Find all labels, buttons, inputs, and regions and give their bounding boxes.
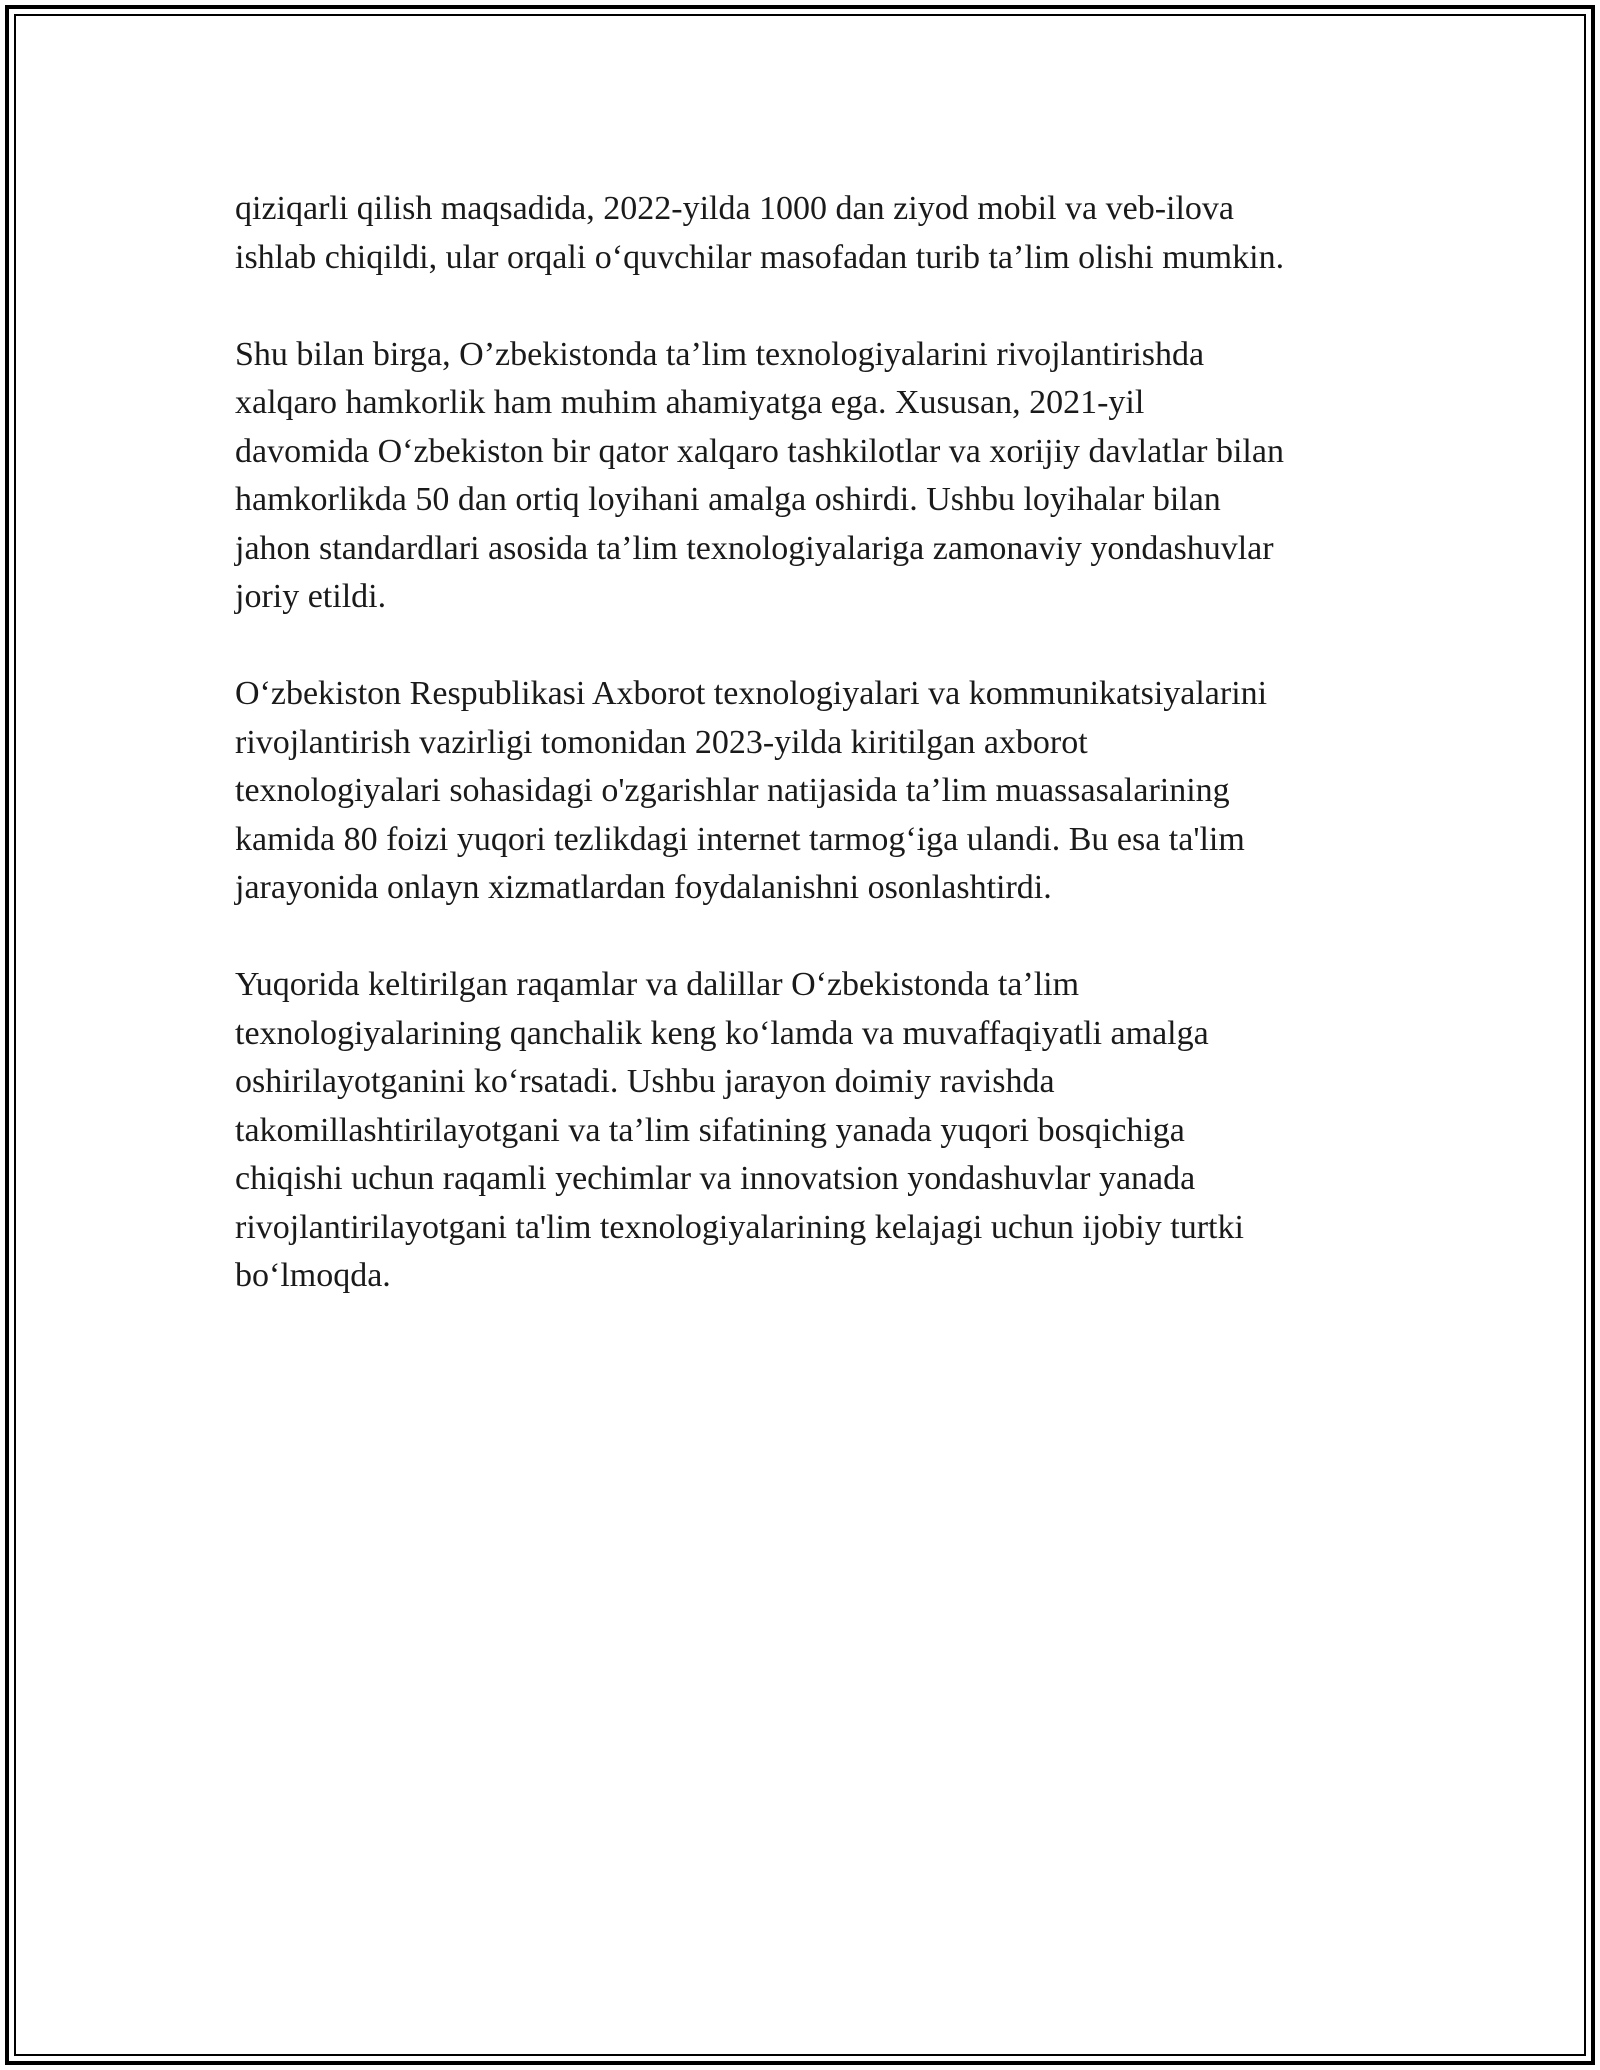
text-line: qiziqarli qilish maqsadida, 2022-yilda 1000 dan ziyod mobil va veb-ilova bbox=[235, 190, 1235, 227]
text-line: chiqishi uchun raqamli yechimlar va innovatsion yondashuvlar yanada bbox=[235, 1160, 1196, 1197]
text-line: Yuqorida keltirilgan raqamlar va dalillar O‘zbekistonda ta’lim bbox=[235, 966, 1080, 1003]
text-line: oshirilayotganini ko‘rsatadi. Ushbu jarayon doimiy ravishda bbox=[235, 1063, 1055, 1100]
text-line: jahon standardlari asosida ta’lim texnologiyalariga zamonaviy yondashuvlar bbox=[235, 529, 1274, 567]
text-line: xalqaro hamkorlik ham muhim ahamiyatga ega. Xususan, 2021-yil bbox=[235, 384, 1145, 421]
text-line: hamkorlikda 50 dan ortiq loyihani amalga oshirdi. Ushbu loyihalar bilan bbox=[235, 481, 1221, 518]
text-line: kamida 80 foizi yuqori tezlikdagi internet tarmog‘iga ulandi. Bu esa ta'lim bbox=[235, 820, 1245, 858]
paragraph-2 bbox=[235, 331, 1385, 622]
paragraph-1 bbox=[235, 185, 1385, 282]
text-line: O‘zbekiston Respublikasi Axborot texnologiyalari va kommunikatsiyalarini bbox=[235, 675, 1268, 712]
paragraph-3 bbox=[235, 670, 1385, 913]
paragraph-4 bbox=[235, 961, 1385, 1301]
text-line: texnologiyalari sohasidagi o'zgarishlar natijasida ta’lim muassasalarining bbox=[235, 772, 1230, 809]
text-line: rivojlantirilayotgani ta'lim texnologiyalarining kelajagi uchun ijobiy turtki bbox=[235, 1208, 1244, 1246]
text-line: Shu bilan birga, O’zbekistonda ta’lim texnologiyalarini rivojlantirishda bbox=[235, 335, 1205, 373]
text-line: joriy etildi. bbox=[235, 578, 387, 615]
text-line: takomillashtirilayotgani va ta’lim sifatining yanada yuqori bosqichiga bbox=[235, 1111, 1185, 1149]
text-line: jarayonida onlayn xizmatlardan foydalanishni osonlashtirdi. bbox=[235, 869, 1052, 906]
document-body bbox=[235, 185, 1385, 1349]
text-line: texnologiyalarining qanchalik keng ko‘lamda va muvaffaqiyatli amalga bbox=[235, 1014, 1209, 1052]
text-line: rivojlantirish vazirligi tomonidan 2023-yilda kiritilgan axborot bbox=[235, 723, 1088, 761]
text-line: bo‘lmoqda. bbox=[235, 1257, 391, 1294]
text-line: davomida O‘zbekiston bir qator xalqaro tashkilotlar va xorijiy davlatlar bilan bbox=[235, 432, 1284, 470]
text-line: ishlab chiqildi, ular orqali o‘quvchilar masofadan turib ta’lim olishi mumkin. bbox=[235, 238, 1285, 276]
